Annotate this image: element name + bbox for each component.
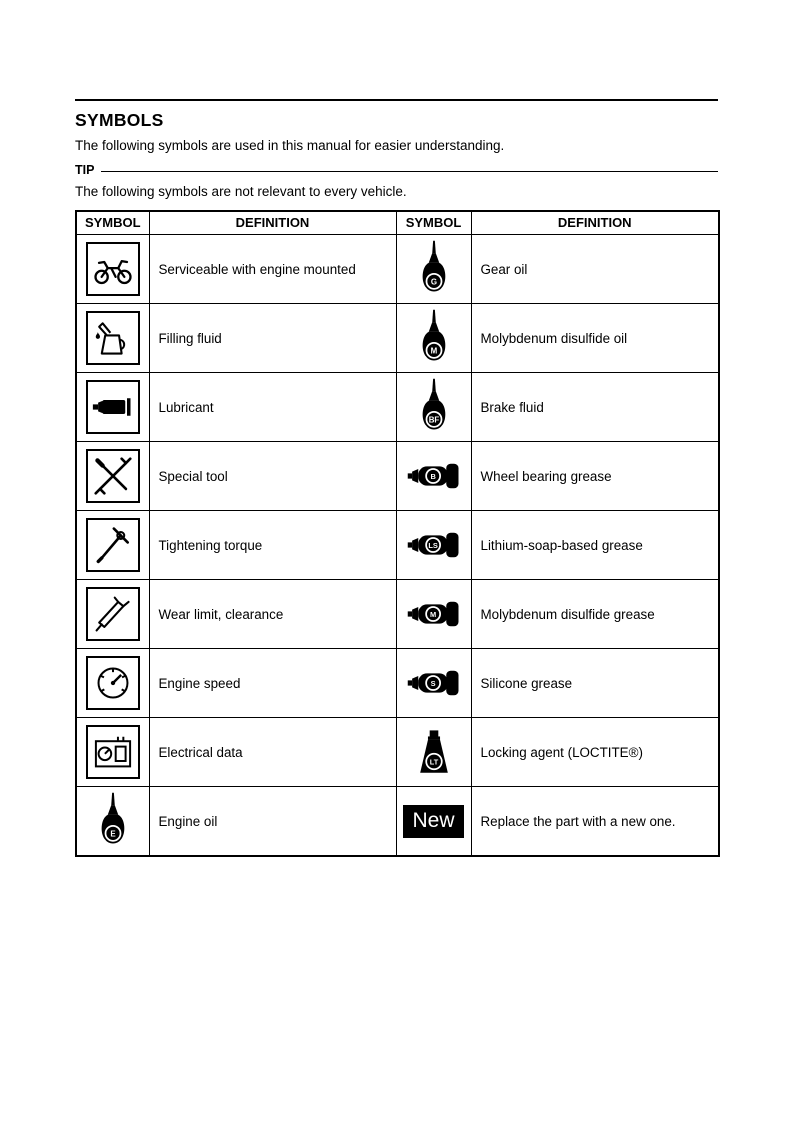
engine-speed-icon bbox=[86, 656, 140, 710]
symbols-table-body bbox=[76, 235, 719, 857]
table-row bbox=[76, 511, 719, 580]
page-content bbox=[75, 0, 718, 857]
oil-bottle-icon bbox=[418, 239, 450, 299]
svg-text:G: G bbox=[430, 277, 437, 287]
symbol-cell bbox=[396, 442, 471, 511]
definition-text: Replace the part with a new one. bbox=[471, 787, 719, 857]
definition-text: Silicone grease bbox=[471, 649, 719, 718]
symbol-cell bbox=[76, 718, 149, 787]
column-header-symbol: SYMBOL bbox=[396, 211, 471, 235]
symbol-cell bbox=[396, 235, 471, 304]
special-tool-icon bbox=[86, 449, 140, 503]
definition-text: Molybdenum disulfide oil bbox=[471, 304, 719, 373]
column-header-definition: DEFINITION bbox=[471, 211, 719, 235]
tip-header bbox=[75, 163, 718, 177]
wear-limit-icon bbox=[86, 587, 140, 641]
table-row bbox=[76, 580, 719, 649]
table-row bbox=[76, 649, 719, 718]
grease-gun-icon bbox=[407, 669, 461, 697]
table-row bbox=[76, 718, 719, 787]
new-badge: New bbox=[403, 805, 463, 838]
svg-text:LS: LS bbox=[427, 541, 438, 551]
definition-text: Tightening torque bbox=[149, 511, 396, 580]
svg-text:M: M bbox=[429, 610, 436, 620]
svg-text:E: E bbox=[110, 829, 116, 839]
locking-agent-icon bbox=[415, 729, 453, 775]
symbol-cell bbox=[396, 649, 471, 718]
symbol-cell bbox=[76, 304, 149, 373]
svg-text:B: B bbox=[429, 472, 436, 482]
table-row bbox=[76, 235, 719, 304]
symbol-cell bbox=[76, 235, 149, 304]
grease-gun-icon bbox=[407, 531, 461, 559]
column-header-symbol: SYMBOL bbox=[76, 211, 149, 235]
oil-bottle-icon bbox=[418, 308, 450, 368]
grease-gun-icon bbox=[407, 600, 461, 628]
lubricant-icon bbox=[86, 380, 140, 434]
symbol-cell bbox=[76, 580, 149, 649]
column-header-definition: DEFINITION bbox=[149, 211, 396, 235]
symbol-cell bbox=[396, 787, 471, 857]
symbols-table bbox=[75, 210, 720, 857]
intro-text: The following symbols are used in this manual for easier understanding. bbox=[75, 138, 505, 153]
definition-text: Serviceable with engine mounted bbox=[149, 235, 396, 304]
symbol-cell bbox=[76, 442, 149, 511]
tip-rule bbox=[101, 171, 718, 172]
svg-text:S: S bbox=[430, 679, 436, 689]
definition-text: Filling fluid bbox=[149, 304, 396, 373]
symbol-cell bbox=[396, 718, 471, 787]
svg-text:LT: LT bbox=[429, 757, 438, 767]
definition-text: Brake fluid bbox=[471, 373, 719, 442]
definition-text: Engine oil bbox=[149, 787, 396, 857]
symbol-cell bbox=[396, 580, 471, 649]
definition-text: Wear limit, clearance bbox=[149, 580, 396, 649]
grease-gun-icon bbox=[407, 462, 461, 490]
definition-text: Special tool bbox=[149, 442, 396, 511]
symbol-cell bbox=[396, 511, 471, 580]
symbol-cell bbox=[396, 373, 471, 442]
definition-text: Locking agent (LOCTITE®) bbox=[471, 718, 719, 787]
tip-label: TIP bbox=[75, 163, 95, 177]
definition-text: Gear oil bbox=[471, 235, 719, 304]
symbol-cell bbox=[76, 649, 149, 718]
definition-text: Lithium-soap-based grease bbox=[471, 511, 719, 580]
top-rule bbox=[75, 99, 718, 101]
table-row bbox=[76, 373, 719, 442]
table-header-row bbox=[76, 211, 719, 235]
motorcycle-icon bbox=[86, 242, 140, 296]
definition-text: Engine speed bbox=[149, 649, 396, 718]
oil-bottle-icon bbox=[97, 791, 129, 851]
svg-text:M: M bbox=[430, 346, 437, 356]
definition-text: Molybdenum disulfide grease bbox=[471, 580, 719, 649]
symbol-cell bbox=[76, 373, 149, 442]
svg-text:BF: BF bbox=[428, 415, 439, 425]
tip-note: The following symbols are not relevant to every vehicle. bbox=[75, 184, 407, 199]
definition-text: Wheel bearing grease bbox=[471, 442, 719, 511]
symbol-cell bbox=[76, 511, 149, 580]
table-row bbox=[76, 787, 719, 857]
symbol-cell bbox=[76, 787, 149, 857]
symbol-cell bbox=[396, 304, 471, 373]
tightening-torque-icon bbox=[86, 518, 140, 572]
table-row bbox=[76, 304, 719, 373]
electrical-data-icon bbox=[86, 725, 140, 779]
oil-bottle-icon bbox=[418, 377, 450, 437]
definition-text: Lubricant bbox=[149, 373, 396, 442]
table-row bbox=[76, 442, 719, 511]
page-title: SYMBOLS bbox=[75, 110, 164, 130]
filling-fluid-icon bbox=[86, 311, 140, 365]
definition-text: Electrical data bbox=[149, 718, 396, 787]
